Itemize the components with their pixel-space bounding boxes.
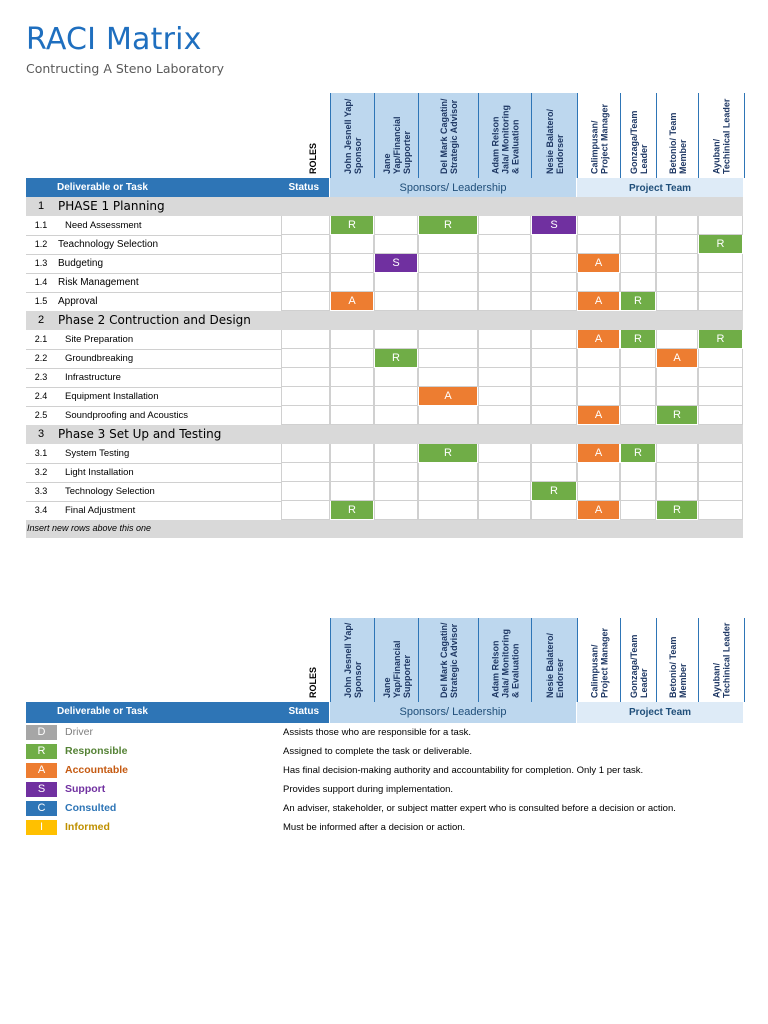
raci-cell[interactable] (620, 406, 656, 425)
legend-name: Driver (65, 726, 93, 738)
raci-cell[interactable]: A (577, 330, 620, 349)
status-cell[interactable] (281, 444, 330, 463)
top-role-name: Calimpusan/ Project Manager (589, 103, 610, 174)
top-role-column (531, 93, 578, 178)
raci-cell[interactable] (330, 330, 374, 349)
task-name[interactable]: System Testing (65, 448, 130, 459)
task-row (26, 235, 743, 255)
bottom-role-column (478, 618, 532, 702)
bottom-role-name: John Jesnell Yap/ Sponsor (343, 622, 363, 698)
raci-cell[interactable] (478, 235, 531, 254)
status-cell[interactable] (281, 254, 330, 273)
raci-cell[interactable] (620, 482, 656, 501)
task-name[interactable]: Final Adjustment (65, 505, 136, 516)
raci-cell[interactable] (698, 368, 743, 387)
raci-cell[interactable] (478, 349, 531, 368)
phase-row (26, 197, 743, 216)
raci-cell[interactable]: R (656, 501, 698, 520)
status-cell[interactable] (281, 501, 330, 520)
raci-cell[interactable] (656, 444, 698, 463)
raci-cell[interactable]: R (330, 501, 374, 520)
column-header-bar-top (26, 178, 743, 199)
raci-cell[interactable] (418, 349, 478, 368)
status-cell[interactable] (281, 216, 330, 235)
raci-cell[interactable] (620, 254, 656, 273)
raci-cell[interactable]: R (418, 216, 478, 235)
legend-name: Support (65, 783, 106, 795)
task-row (26, 406, 743, 426)
task-name[interactable]: Equipment Installation (65, 391, 159, 402)
legend-row (26, 724, 743, 741)
raci-cell[interactable] (698, 387, 743, 406)
raci-cell[interactable] (698, 406, 743, 425)
bottom-role-column (531, 618, 578, 702)
raci-cell[interactable] (577, 482, 620, 501)
top-roles-label: ROLES (308, 142, 318, 174)
top-role-column (374, 93, 419, 178)
row-number: 1.4 (34, 277, 48, 287)
task-name[interactable]: Light Installation (65, 467, 134, 478)
raci-cell[interactable]: A (577, 254, 620, 273)
raci-cell[interactable] (418, 330, 478, 349)
legend-row (26, 743, 743, 760)
bottom-role-name: Del Mark Cagatin/ Strategic Advisor (439, 622, 459, 698)
phase-title[interactable]: PHASE 1 Planning (58, 199, 165, 213)
task-row (26, 292, 743, 312)
task-row (26, 444, 743, 464)
raci-cell[interactable] (531, 254, 577, 273)
raci-cell[interactable]: A (577, 292, 620, 311)
raci-cell[interactable]: R (620, 292, 656, 311)
raci-cell[interactable] (698, 501, 743, 520)
raci-cell[interactable]: R (374, 349, 418, 368)
raci-cell[interactable] (418, 368, 478, 387)
top-role-column (698, 93, 745, 178)
phase-title[interactable]: Phase 3 Set Up and Testing (58, 427, 222, 441)
top-role-column (478, 93, 532, 178)
raci-cell[interactable] (374, 387, 418, 406)
legend-swatch: D (26, 725, 57, 740)
task-name[interactable]: Soundproofing and Acoustics (65, 410, 189, 421)
raci-cell[interactable] (374, 330, 418, 349)
bottom-role-column (656, 618, 699, 702)
raci-cell[interactable] (656, 463, 698, 482)
row-number: 3 (37, 428, 45, 440)
task-row (26, 368, 743, 388)
top-role-column (577, 93, 621, 178)
raci-cell[interactable] (656, 235, 698, 254)
roles-header-top (26, 93, 743, 178)
task-name[interactable]: Technology Selection (65, 486, 155, 497)
top-role-name: Gonzaga/Team Leader (629, 110, 649, 174)
raci-cell[interactable] (478, 387, 531, 406)
bottom-status-label: Status (288, 706, 319, 717)
top-role-name: Betonio/ Team Member (668, 112, 688, 174)
legend-description: Provides support during implementation. (283, 784, 454, 795)
top-deliverable-label: Deliverable or Task (57, 182, 148, 193)
raci-cell[interactable]: A (418, 387, 478, 406)
task-row (26, 216, 743, 236)
raci-cell[interactable] (374, 406, 418, 425)
raci-cell[interactable] (478, 216, 531, 235)
legend-swatch: R (26, 744, 57, 759)
raci-cell[interactable] (531, 273, 577, 292)
raci-cell[interactable] (418, 254, 478, 273)
legend-swatch: I (26, 820, 57, 835)
task-name[interactable]: Teachnology Selection (58, 239, 159, 250)
raci-cell[interactable] (374, 368, 418, 387)
raci-cell[interactable] (478, 406, 531, 425)
raci-cell[interactable] (620, 349, 656, 368)
bottom-role-column (577, 618, 621, 702)
task-name[interactable]: Budgeting (58, 258, 104, 269)
top-role-name: Jane Yap/Financial Supporter (382, 116, 412, 174)
top-role-column (418, 93, 479, 178)
raci-cell[interactable] (620, 368, 656, 387)
phase-row (26, 311, 743, 330)
legend-swatch: A (26, 763, 57, 778)
status-cell[interactable] (281, 349, 330, 368)
top-deliverable-header (26, 178, 329, 199)
bottom-role-name: Nesie Balatero/ Endorser (545, 632, 565, 698)
raci-cell[interactable]: S (531, 216, 577, 235)
top-role-name: Del Mark Cagatin/ Strategic Advisor (439, 98, 459, 174)
raci-cell[interactable] (620, 235, 656, 254)
raci-cell[interactable] (656, 216, 698, 235)
bottom-role-name: Adam Relson Jala/ Monitoring & Evaluation (490, 628, 521, 698)
bottom-role-column (698, 618, 745, 702)
raci-cell[interactable] (330, 482, 374, 501)
top-role-name: Adam Relson Jala/ Monitoring & Evaluation (490, 104, 521, 174)
row-number: 3.3 (34, 486, 48, 496)
raci-cell[interactable] (330, 235, 374, 254)
raci-cell[interactable] (577, 368, 620, 387)
raci-cell[interactable] (418, 406, 478, 425)
raci-cell[interactable] (698, 349, 743, 368)
raci-cell[interactable] (698, 273, 743, 292)
task-row (26, 273, 743, 293)
raci-cell[interactable] (698, 254, 743, 273)
bottom-role-column (330, 618, 375, 702)
bottom-role-column (620, 618, 657, 702)
bottom-role-column (418, 618, 479, 702)
phase-title[interactable]: Phase 2 Contruction and Design (58, 313, 251, 327)
task-row (26, 463, 743, 483)
bottom-roles-label: ROLES (308, 666, 318, 698)
raci-cell[interactable] (656, 368, 698, 387)
task-row (26, 254, 743, 274)
legend-name: Accountable (65, 764, 129, 776)
row-number: 2 (37, 314, 45, 326)
raci-cell[interactable] (374, 501, 418, 520)
row-number: 1.5 (34, 296, 48, 306)
raci-cell[interactable] (418, 235, 478, 254)
roles-header-bottom (26, 618, 743, 702)
raci-cell[interactable] (698, 463, 743, 482)
bottom-role-name: Jane Yap/Financial Supporter (382, 640, 412, 698)
status-cell[interactable] (281, 273, 330, 292)
raci-cell[interactable] (418, 463, 478, 482)
task-name[interactable]: Approval (58, 296, 98, 307)
raci-cell[interactable] (330, 406, 374, 425)
status-cell[interactable] (281, 368, 330, 387)
task-name[interactable]: Need Assessment (65, 220, 142, 231)
row-number: 1.3 (34, 258, 48, 268)
legend-name: Consulted (65, 802, 117, 814)
status-cell[interactable] (281, 482, 330, 501)
raci-cell[interactable]: R (531, 482, 577, 501)
bottom-role-name: Betonio/ Team Member (668, 636, 688, 698)
bottom-sponsors-header: Sponsors/ Leadership (330, 702, 576, 723)
raci-cell[interactable] (478, 444, 531, 463)
page-title: RACI Matrix (26, 22, 202, 57)
legend-description: Assigned to complete the task or deliverable. (283, 746, 473, 757)
bottom-role-name: Calimpusan/ Project Manager (589, 627, 610, 698)
legend-swatch: C (26, 801, 57, 816)
status-cell[interactable] (281, 463, 330, 482)
bottom-team-header: Project Team (577, 702, 743, 723)
bottom-role-name: Ayuban/ Techinical Leader (711, 622, 732, 698)
raci-cell[interactable] (531, 235, 577, 254)
status-cell[interactable] (281, 292, 330, 311)
legend-row (26, 800, 743, 817)
bottom-role-name: Gonzaga/Team Leader (629, 634, 649, 698)
bottom-deliverable-header (26, 702, 329, 723)
status-cell[interactable] (281, 330, 330, 349)
task-row (26, 330, 743, 350)
raci-cell[interactable]: R (698, 235, 743, 254)
task-row (26, 387, 743, 407)
raci-cell[interactable] (620, 463, 656, 482)
raci-cell[interactable] (620, 216, 656, 235)
raci-cell[interactable] (478, 292, 531, 311)
legend-row (26, 781, 743, 798)
raci-cell[interactable] (698, 482, 743, 501)
task-name[interactable]: Site Preparation (65, 334, 134, 345)
legend-name: Responsible (65, 745, 128, 757)
raci-cell[interactable] (698, 216, 743, 235)
raci-cell[interactable] (374, 216, 418, 235)
raci-cell[interactable] (656, 292, 698, 311)
top-role-column (620, 93, 657, 178)
raci-cell[interactable] (418, 292, 478, 311)
raci-cell[interactable] (620, 273, 656, 292)
raci-cell[interactable] (374, 235, 418, 254)
raci-cell[interactable] (577, 235, 620, 254)
raci-cell[interactable] (531, 463, 577, 482)
raci-cell[interactable] (418, 501, 478, 520)
status-cell[interactable] (281, 387, 330, 406)
top-role-column (656, 93, 699, 178)
raci-cell[interactable] (374, 292, 418, 311)
row-number: 1.1 (34, 220, 48, 230)
raci-cell[interactable] (531, 292, 577, 311)
raci-cell[interactable] (374, 482, 418, 501)
bottom-deliverable-label: Deliverable or Task (57, 706, 148, 717)
raci-cell[interactable]: R (330, 216, 374, 235)
raci-cell[interactable] (478, 482, 531, 501)
raci-cell[interactable] (656, 273, 698, 292)
row-number: 2.5 (34, 410, 48, 420)
legend-description: Assists those who are responsible for a task. (283, 727, 471, 738)
raci-cell[interactable]: R (698, 330, 743, 349)
raci-cell[interactable] (577, 216, 620, 235)
top-sponsors-header: Sponsors/ Leadership (330, 178, 576, 199)
row-number: 1.2 (34, 239, 48, 249)
legend-description: Has final decision-making authority and accountability for completion. Only 1 per task. (283, 765, 644, 776)
raci-cell[interactable] (656, 330, 698, 349)
raci-cell[interactable] (330, 254, 374, 273)
raci-cell[interactable] (577, 349, 620, 368)
top-role-name: John Jesnell Yap/ Sponsor (343, 98, 363, 174)
raci-cell[interactable] (577, 463, 620, 482)
raci-cell[interactable] (478, 330, 531, 349)
status-cell[interactable] (281, 235, 330, 254)
raci-cell[interactable] (656, 387, 698, 406)
top-role-name: Nesie Balatero/ Endorser (545, 108, 565, 174)
row-number: 1 (37, 200, 45, 212)
raci-cell[interactable] (478, 501, 531, 520)
raci-cell[interactable] (531, 368, 577, 387)
raci-cell[interactable]: S (374, 254, 418, 273)
raci-cell[interactable] (577, 387, 620, 406)
raci-cell[interactable] (577, 273, 620, 292)
raci-cell[interactable] (330, 444, 374, 463)
legend-row (26, 762, 743, 779)
raci-cell[interactable]: A (577, 406, 620, 425)
phase-row (26, 425, 743, 444)
task-name[interactable]: Groundbreaking (65, 353, 134, 364)
raci-cell[interactable] (374, 463, 418, 482)
raci-cell[interactable] (531, 406, 577, 425)
raci-cell[interactable] (698, 292, 743, 311)
raci-cell[interactable] (531, 501, 577, 520)
raci-cell[interactable] (374, 444, 418, 463)
raci-cell[interactable] (478, 273, 531, 292)
task-name[interactable]: Infrastructure (65, 372, 121, 383)
top-role-column (330, 93, 375, 178)
raci-cell[interactable]: R (656, 406, 698, 425)
row-number: 2.4 (34, 391, 48, 401)
top-role-name: Ayuban/ Techinical Leader (711, 98, 732, 174)
row-number: 3.2 (34, 467, 48, 477)
row-number: 2.1 (34, 334, 48, 344)
legend-row (26, 819, 743, 836)
column-header-bar-bottom (26, 702, 743, 723)
raci-cell[interactable] (330, 387, 374, 406)
raci-cell[interactable] (374, 273, 418, 292)
raci-cell[interactable] (330, 273, 374, 292)
task-row (26, 349, 743, 369)
row-number: 2.2 (34, 353, 48, 363)
legend-swatch: S (26, 782, 57, 797)
top-team-header: Project Team (577, 178, 743, 199)
raci-cell[interactable] (656, 254, 698, 273)
raci-cell[interactable] (656, 482, 698, 501)
top-status-label: Status (288, 182, 319, 193)
raci-cell[interactable] (418, 273, 478, 292)
raci-cell[interactable] (531, 387, 577, 406)
task-row (26, 501, 743, 521)
raci-cell[interactable] (698, 444, 743, 463)
raci-cell[interactable] (330, 463, 374, 482)
raci-cell[interactable]: R (620, 330, 656, 349)
raci-cell[interactable] (330, 349, 374, 368)
raci-cell[interactable]: R (620, 444, 656, 463)
bottom-role-column (374, 618, 419, 702)
status-cell[interactable] (281, 406, 330, 425)
raci-cell[interactable] (418, 482, 478, 501)
raci-cell[interactable]: A (656, 349, 698, 368)
row-number: 2.3 (34, 372, 48, 382)
raci-cell[interactable]: A (577, 501, 620, 520)
legend-description: Must be informed after a decision or action. (283, 822, 466, 833)
raci-cell[interactable] (531, 349, 577, 368)
raci-cell[interactable]: R (418, 444, 478, 463)
insert-rows-note: Insert new rows above this one (26, 520, 743, 538)
row-number: 3.4 (34, 505, 48, 515)
raci-cell[interactable] (478, 368, 531, 387)
raci-cell[interactable] (330, 368, 374, 387)
legend-name: Informed (65, 821, 110, 833)
task-row (26, 482, 743, 502)
row-number: 3.1 (34, 448, 48, 458)
raci-cell[interactable] (531, 330, 577, 349)
raci-cell[interactable] (620, 501, 656, 520)
task-name[interactable]: Risk Management (58, 277, 139, 288)
raci-cell[interactable] (620, 387, 656, 406)
legend-description: An adviser, stakeholder, or subject matter expert who is consulted before a decision or action. (283, 803, 676, 814)
raci-cell[interactable] (478, 254, 531, 273)
page-subtitle: Contructing A Steno Laboratory (26, 61, 225, 76)
raci-cell[interactable]: A (330, 292, 374, 311)
raci-cell[interactable] (531, 444, 577, 463)
raci-cell[interactable]: A (577, 444, 620, 463)
raci-cell[interactable] (478, 463, 531, 482)
